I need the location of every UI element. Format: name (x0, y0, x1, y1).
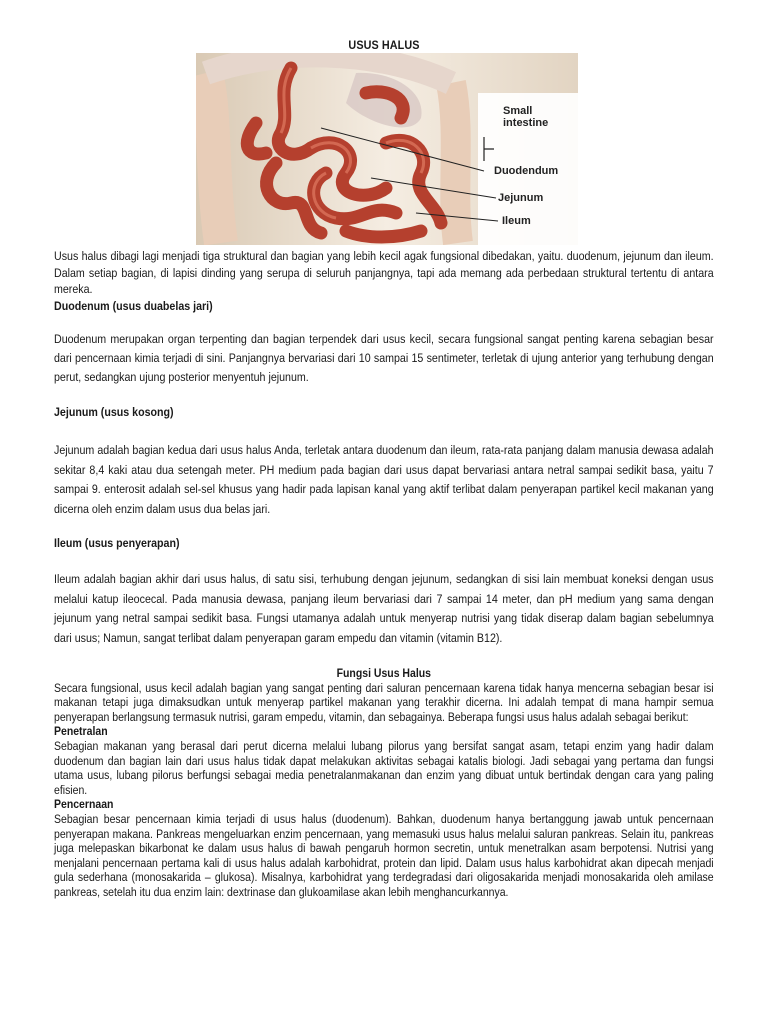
jejunum-heading-block (54, 404, 714, 421)
intro-text: Usus halus dibagi lagi menjadi tiga struktural dan bagian yang lebih kecil agak fungsional dibedakan, yaitu. duodenum, jejunum dan ileum. Dalam setiap bagian, di lapisi dinding yang serupa di seluruh panjangnya, tapi ada memang ada perbedaan struktural tertentu di antara mereka. (54, 249, 714, 297)
pencernaan-heading: Pencernaan (54, 797, 114, 812)
duodenum-heading: Duodenum (usus duabelas jari) (54, 298, 213, 313)
small-intestine-illustration (196, 53, 578, 245)
jejunum-body: Jejunum adalah bagian kedua dari usus halus Anda, terletak antara duodenum dan ileum, rata-rata panjang dalam manusia dewasa adalah sekitar 8,4 kaki atau dua setengah meter. PH medium pada bagian dari usus dapat bervariasi antara netral sampai sedikit basa, yaitu 7 sampai 9. enterosit adalah sel-sel khusus yang hadir pada lapisan kanal yang aktif terlibat dalam penyerapan partikel kecil makanan yang dicerna oleh enzim dalam usus dua belas jari. (54, 443, 714, 516)
fungsi-body: Secara fungsional, usus kecil adalah bagian yang sangat penting dari saluran pencernaan karena tidak hanya mencerna sebagian besar isi makanan tetapi juga dimaksudkan untuk menyerap partikel makanan yang terakhir dicerna. Ini adalah tempat di mana hampir semua penyerapan berlangsung termasuk nutrisi, garam empedu, vitamin, dan sebagainya. Beberapa fungsi usus halus adalah sebagai berikut: (54, 680, 714, 724)
jejunum-heading: Jejunum (usus kosong) (54, 405, 174, 419)
label-jejunum: Jejunum (498, 192, 544, 204)
duodenum-section (54, 330, 714, 387)
label-ileum: Ileum (502, 215, 531, 227)
penetralan-heading: Penetralan (54, 724, 108, 739)
fungsi-heading: Fungsi Usus Halus (336, 666, 431, 680)
ileum-heading: Ileum (usus penyerapan) (54, 536, 180, 550)
label-small-intestine: Small intestine (503, 105, 549, 129)
pencernaan-body: Sebagian besar pencernaan kimia terjadi di usus halus (duodenum). Bahkan, duodenum hanya bertanggung jawab untuk pencernaan penyerapan makana. Pankreas mengeluarkan enzim pencernaan, yang memasuki usus halus melalui saluran pankreas. Selain itu, pankreas juga melepaskan bikarbonat ke dalam usus halus di bawah pengaruh hormon secretin, untuk menetralkan asam berpotensi. Nutrisi yang menjalani pencernaan pertama kali di usus halus adalah karbohidrat, protein dan lipid. Dalam usus halus karbohidrat akan dipecah menjadi gula sederhana (monosakarida – glukosa). Misalnya, karbohidrat yang terdegradasi dari oligosakarida menjadi monosakarida oleh amilase pankreas, setelah itu dua enzim lain: dextrinase dan glukoamilase akan lebih menghancurkannya. (54, 811, 714, 899)
duodenum-body: Duodenum merupakan organ terpenting dan bagian terpendek dari usus kecil, secara fungsional sangat penting karena sebagian besar dari pencernaan kimia terjadi di sini. Panjangnya bervariasi dari 10 sampai 15 sentimeter, terletak di ujung anterior yang terhubung dengan perut, sedangkan ujung posterior menyentuh jejunum. (54, 332, 714, 384)
intro-paragraph (54, 248, 714, 314)
ileum-heading-block (54, 535, 714, 552)
jejunum-section (54, 441, 714, 519)
ileum-body: Ileum adalah bagian akhir dari usus halus, di satu sisi, terhubung dengan jejunum, sedangkan di sisi lain membuat koneksi dengan usus melalui katup ileocecal. Pada manusia dewasa, panjang ileum bervariasi dari 7 sampai 14 meter, dan pH medium yang sama dengan jejunum yang netral sampai sedikit basa. Fungsi utamanya adalah untuk menyerap nutrisi yang tidak diserap dalam bagian sebelumnya dari usus; Namun, sangat terlibat dalam penyerapan garam empedu dan vitamin (vitamin B12). (54, 572, 714, 645)
label-duodendum: Duodendum (494, 165, 559, 177)
penetralan-body: Sebagian makanan yang berasal dari perut dicerna melalui lubang pilorus yang bersifat sangat asam, tetapi enzim yang hadir dalam duodenum dan bagian lain dari usus halus tidak dapat melakukan aktivitas sebagai katalis biologi. Jadi sebagai yang pertama dan fungsi utama usus, lubang pilorus berfungsi sebagai media penetralanmakanan dan enzim yang dibuat untuk bertindak dengan cara yang paling efisien. (54, 738, 714, 797)
fungsi-section (54, 666, 714, 900)
page-title: USUS HALUS (348, 38, 420, 52)
ileum-section (54, 570, 714, 648)
